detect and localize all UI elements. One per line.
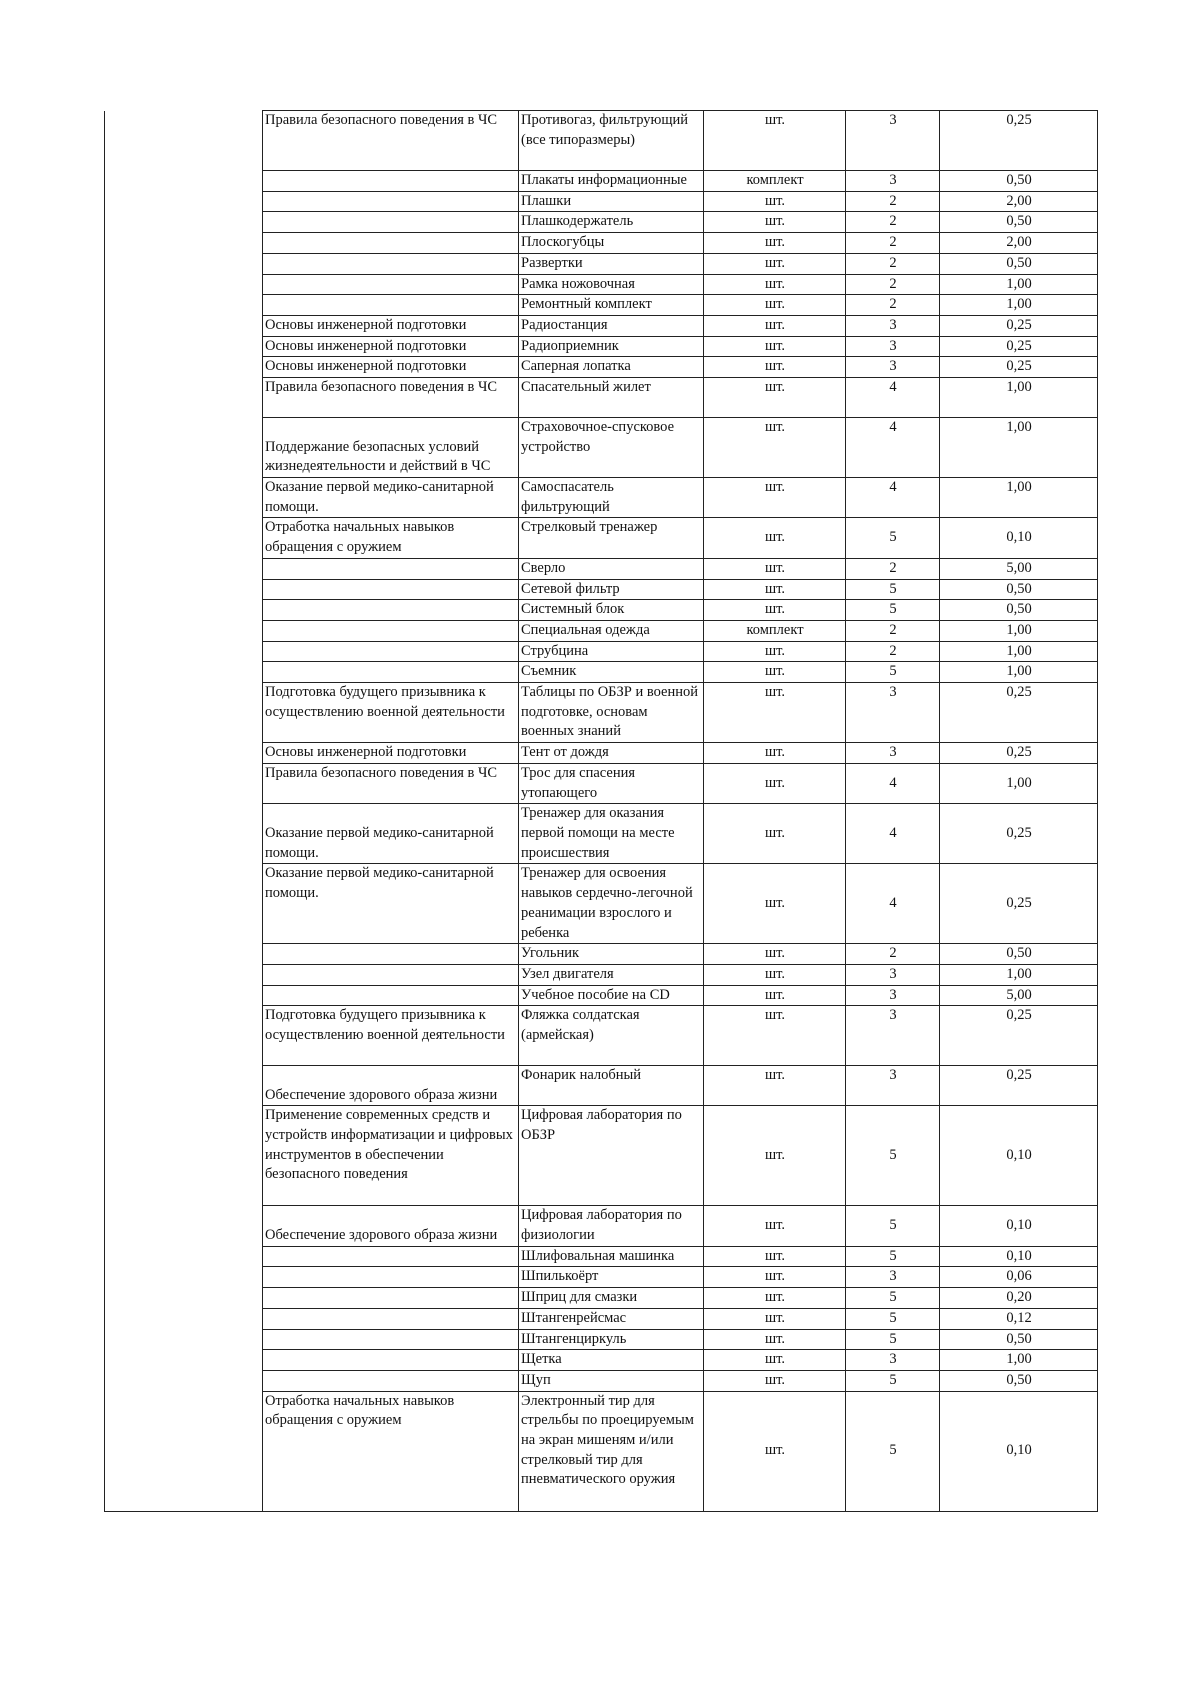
unit-cell: шт. [704, 558, 846, 579]
level-cell: 2 [846, 558, 940, 579]
unit-cell: шт. [704, 191, 846, 212]
topic-cell [263, 985, 519, 1006]
table-row [105, 964, 1098, 985]
item-cell: Рамка ножовочная [519, 274, 704, 295]
topic-cell [263, 579, 519, 600]
item-cell: Радиоприемник [519, 336, 704, 357]
coef-cell: 1,00 [940, 964, 1098, 985]
topic-cell: Подготовка будущего призывника к осуществлению военной деятельности [263, 683, 519, 743]
coef-cell: 0,10 [940, 1391, 1098, 1511]
level-cell: 5 [846, 1329, 940, 1350]
coef-cell: 0,25 [940, 864, 1098, 944]
section-cell [105, 378, 263, 418]
topic-cell [263, 274, 519, 295]
topic-cell [263, 558, 519, 579]
unit-cell: шт. [704, 985, 846, 1006]
topic-cell [263, 1267, 519, 1288]
section-cell [105, 1308, 263, 1329]
topic-cell: Поддержание безопасных условий жизнедеятельности и действий в ЧС [263, 418, 519, 478]
table-row [105, 378, 1098, 418]
item-cell: Щуп [519, 1370, 704, 1391]
section-cell [105, 336, 263, 357]
section-cell [105, 864, 263, 944]
unit-cell: шт. [704, 295, 846, 316]
table-row [105, 620, 1098, 641]
table-row [105, 1350, 1098, 1371]
item-cell: Плоскогубцы [519, 233, 704, 254]
table-row [105, 253, 1098, 274]
unit-cell: комплект [704, 171, 846, 192]
section-cell [105, 1267, 263, 1288]
unit-cell: шт. [704, 1370, 846, 1391]
topic-cell [263, 1329, 519, 1350]
level-cell: 2 [846, 274, 940, 295]
item-cell: Развертки [519, 253, 704, 274]
topic-cell [263, 600, 519, 621]
coef-cell: 1,00 [940, 378, 1098, 418]
item-cell: Штангенрейсмас [519, 1308, 704, 1329]
table-row [105, 357, 1098, 378]
item-cell: Цифровая лаборатория по физиологии [519, 1206, 704, 1246]
coef-cell: 0,50 [940, 171, 1098, 192]
table-row [105, 804, 1098, 864]
table-row [105, 944, 1098, 965]
table-row [105, 171, 1098, 192]
topic-cell [263, 295, 519, 316]
section-cell [105, 1106, 263, 1206]
item-cell: Системный блок [519, 600, 704, 621]
item-cell: Страховочное-спусковое устройство [519, 418, 704, 478]
coef-cell: 0,25 [940, 1066, 1098, 1106]
level-cell: 3 [846, 1350, 940, 1371]
item-cell: Саперная лопатка [519, 357, 704, 378]
section-cell [105, 295, 263, 316]
unit-cell: шт. [704, 1106, 846, 1206]
section-cell [105, 1370, 263, 1391]
level-cell: 5 [846, 1246, 940, 1267]
section-cell [105, 1391, 263, 1511]
item-cell: Тренажер для оказания первой помощи на месте происшествия [519, 804, 704, 864]
level-cell: 3 [846, 743, 940, 764]
unit-cell: шт. [704, 1391, 846, 1511]
section-cell [105, 985, 263, 1006]
coef-cell: 1,00 [940, 274, 1098, 295]
coef-cell: 1,00 [940, 295, 1098, 316]
table-row [105, 1106, 1098, 1206]
item-cell: Шлифовальная машинка [519, 1246, 704, 1267]
coef-cell: 1,00 [940, 662, 1098, 683]
unit-cell: шт. [704, 743, 846, 764]
level-cell: 5 [846, 1206, 940, 1246]
level-cell: 2 [846, 641, 940, 662]
section-cell [105, 478, 263, 518]
coef-cell: 0,25 [940, 743, 1098, 764]
table-row [105, 478, 1098, 518]
table-row [105, 579, 1098, 600]
section-cell [105, 641, 263, 662]
table-row [105, 600, 1098, 621]
section-cell [105, 518, 263, 558]
section-cell [105, 683, 263, 743]
table-row [105, 274, 1098, 295]
coef-cell: 0,50 [940, 1329, 1098, 1350]
topic-cell [263, 191, 519, 212]
item-cell: Фонарик налобный [519, 1066, 704, 1106]
unit-cell: шт. [704, 864, 846, 944]
coef-cell: 0,10 [940, 518, 1098, 558]
unit-cell: шт. [704, 1006, 846, 1066]
unit-cell: шт. [704, 1206, 846, 1246]
level-cell: 3 [846, 985, 940, 1006]
table-row [105, 1329, 1098, 1350]
coef-cell: 0,06 [940, 1267, 1098, 1288]
item-cell: Угольник [519, 944, 704, 965]
unit-cell: шт. [704, 111, 846, 171]
level-cell: 4 [846, 378, 940, 418]
topic-cell: Оказание первой медико-санитарной помощи. [263, 804, 519, 864]
coef-cell: 0,10 [940, 1106, 1098, 1206]
level-cell: 3 [846, 1006, 940, 1066]
item-cell: Фляжка солдатская (армейская) [519, 1006, 704, 1066]
level-cell: 3 [846, 336, 940, 357]
topic-cell [263, 944, 519, 965]
section-cell [105, 964, 263, 985]
table-row [105, 1288, 1098, 1309]
coef-cell: 0,10 [940, 1206, 1098, 1246]
table-row [105, 295, 1098, 316]
unit-cell: шт. [704, 579, 846, 600]
section-cell [105, 1006, 263, 1066]
coef-cell: 2,00 [940, 191, 1098, 212]
section-cell [105, 1206, 263, 1246]
topic-cell: Основы инженерной подготовки [263, 743, 519, 764]
level-cell: 3 [846, 357, 940, 378]
coef-cell: 0,25 [940, 357, 1098, 378]
unit-cell: шт. [704, 418, 846, 478]
item-cell: Таблицы по ОБЗР и военной подготовке, основам военных знаний [519, 683, 704, 743]
unit-cell: шт. [704, 378, 846, 418]
coef-cell: 0,25 [940, 315, 1098, 336]
table-row [105, 1391, 1098, 1511]
table-row [105, 315, 1098, 336]
item-cell: Сверло [519, 558, 704, 579]
topic-cell: Оказание первой медико-санитарной помощи. [263, 478, 519, 518]
coef-cell: 5,00 [940, 985, 1098, 1006]
topic-cell [263, 1350, 519, 1371]
level-cell: 5 [846, 579, 940, 600]
unit-cell: шт. [704, 253, 846, 274]
unit-cell: шт. [704, 1308, 846, 1329]
section-cell [105, 600, 263, 621]
item-cell: Струбцина [519, 641, 704, 662]
topic-cell: Основы инженерной подготовки [263, 336, 519, 357]
topic-cell [263, 1288, 519, 1309]
level-cell: 2 [846, 253, 940, 274]
level-cell: 2 [846, 620, 940, 641]
unit-cell: шт. [704, 233, 846, 254]
level-cell: 4 [846, 864, 940, 944]
item-cell: Цифровая лаборатория по ОБЗР [519, 1106, 704, 1206]
section-cell [105, 233, 263, 254]
level-cell: 4 [846, 478, 940, 518]
unit-cell: шт. [704, 641, 846, 662]
item-cell: Тент от дождя [519, 743, 704, 764]
level-cell: 5 [846, 1106, 940, 1206]
item-cell: Учебное пособие на CD [519, 985, 704, 1006]
section-cell [105, 763, 263, 803]
item-cell: Съемник [519, 662, 704, 683]
item-cell: Тренажер для освоения навыков сердечно-легочной реанимации взрослого и ребенка [519, 864, 704, 944]
coef-cell: 0,50 [940, 212, 1098, 233]
topic-cell: Правила безопасного поведения в ЧС [263, 763, 519, 803]
coef-cell: 2,00 [940, 233, 1098, 254]
level-cell: 5 [846, 1391, 940, 1511]
unit-cell: шт. [704, 1329, 846, 1350]
level-cell: 3 [846, 964, 940, 985]
topic-cell [263, 1308, 519, 1329]
level-cell: 4 [846, 418, 940, 478]
unit-cell: шт. [704, 1350, 846, 1371]
unit-cell: комплект [704, 620, 846, 641]
table-row [105, 1370, 1098, 1391]
coef-cell: 0,25 [940, 336, 1098, 357]
section-cell [105, 418, 263, 478]
section-cell [105, 1066, 263, 1106]
topic-cell: Правила безопасного поведения в ЧС [263, 111, 519, 171]
coef-cell: 0,50 [940, 600, 1098, 621]
topic-cell [263, 620, 519, 641]
section-cell [105, 579, 263, 600]
level-cell: 4 [846, 763, 940, 803]
table-row [105, 191, 1098, 212]
table-row [105, 418, 1098, 478]
table-row [105, 1267, 1098, 1288]
topic-cell: Отработка начальных навыков обращения с оружием [263, 518, 519, 558]
coef-cell: 0,50 [940, 579, 1098, 600]
unit-cell: шт. [704, 478, 846, 518]
level-cell: 2 [846, 944, 940, 965]
section-cell [105, 804, 263, 864]
unit-cell: шт. [704, 1246, 846, 1267]
topic-cell: Применение современных средств и устройств информатизации и цифровых инструментов в обеспечении безопасного поведения [263, 1106, 519, 1206]
coef-cell: 0,25 [940, 111, 1098, 171]
level-cell: 5 [846, 518, 940, 558]
table-row [105, 1206, 1098, 1246]
level-cell: 5 [846, 1288, 940, 1309]
level-cell: 3 [846, 683, 940, 743]
level-cell: 2 [846, 233, 940, 254]
item-cell: Электронный тир для стрельбы по проецируемым на экран мишеням и/или стрелковый тир для пневматического оружия [519, 1391, 704, 1511]
unit-cell: шт. [704, 600, 846, 621]
item-cell: Спасательный жилет [519, 378, 704, 418]
table-row [105, 518, 1098, 558]
item-cell: Сетевой фильтр [519, 579, 704, 600]
coef-cell: 1,00 [940, 478, 1098, 518]
section-cell [105, 1350, 263, 1371]
table-row [105, 662, 1098, 683]
table-row [105, 763, 1098, 803]
item-cell: Противогаз, фильтрующий (все типоразмеры) [519, 111, 704, 171]
section-cell [105, 662, 263, 683]
level-cell: 2 [846, 212, 940, 233]
section-cell [105, 274, 263, 295]
level-cell: 2 [846, 295, 940, 316]
section-cell [105, 253, 263, 274]
unit-cell: шт. [704, 518, 846, 558]
topic-cell [263, 253, 519, 274]
unit-cell: шт. [704, 944, 846, 965]
topic-cell [263, 212, 519, 233]
item-cell: Плашки [519, 191, 704, 212]
coef-cell: 0,50 [940, 253, 1098, 274]
unit-cell: шт. [704, 763, 846, 803]
item-cell: Плашкодержатель [519, 212, 704, 233]
table-row [105, 641, 1098, 662]
unit-cell: шт. [704, 964, 846, 985]
level-cell: 5 [846, 1370, 940, 1391]
topic-cell [263, 1370, 519, 1391]
section-cell [105, 357, 263, 378]
topic-cell [263, 641, 519, 662]
unit-cell: шт. [704, 804, 846, 864]
table-row [105, 1006, 1098, 1066]
topic-cell: Основы инженерной подготовки [263, 357, 519, 378]
unit-cell: шт. [704, 357, 846, 378]
topic-cell: Обеспечение здорового образа жизни [263, 1066, 519, 1106]
topic-cell: Подготовка будущего призывника к осуществлению военной деятельности [263, 1006, 519, 1066]
level-cell: 3 [846, 1066, 940, 1106]
unit-cell: шт. [704, 1066, 846, 1106]
item-cell: Щетка [519, 1350, 704, 1371]
section-cell [105, 212, 263, 233]
coef-cell: 1,00 [940, 763, 1098, 803]
section-cell [105, 620, 263, 641]
coef-cell: 0,50 [940, 944, 1098, 965]
topic-cell: Обеспечение здорового образа жизни [263, 1206, 519, 1246]
coef-cell: 0,25 [940, 1006, 1098, 1066]
level-cell: 2 [846, 191, 940, 212]
item-cell: Узел двигателя [519, 964, 704, 985]
item-cell: Радиостанция [519, 315, 704, 336]
table-row [105, 558, 1098, 579]
coef-cell: 0,50 [940, 1370, 1098, 1391]
coef-cell: 1,00 [940, 1350, 1098, 1371]
item-cell: Стрелковый тренажер [519, 518, 704, 558]
equipment-table [104, 110, 1098, 1512]
unit-cell: шт. [704, 1267, 846, 1288]
item-cell: Специальная одежда [519, 620, 704, 641]
unit-cell: шт. [704, 1288, 846, 1309]
unit-cell: шт. [704, 315, 846, 336]
coef-cell: 5,00 [940, 558, 1098, 579]
item-cell: Шпилькоёрт [519, 1267, 704, 1288]
topic-cell: Отработка начальных навыков обращения с оружием [263, 1391, 519, 1511]
table-row [105, 212, 1098, 233]
table-row [105, 336, 1098, 357]
section-cell [105, 315, 263, 336]
level-cell: 3 [846, 315, 940, 336]
level-cell: 5 [846, 600, 940, 621]
coef-cell: 0,25 [940, 804, 1098, 864]
section-cell [105, 111, 263, 171]
item-cell: Шприц для смазки [519, 1288, 704, 1309]
topic-cell [263, 171, 519, 192]
section-cell [105, 191, 263, 212]
topic-cell: Оказание первой медико-санитарной помощи. [263, 864, 519, 944]
topic-cell [263, 1246, 519, 1267]
table-row [105, 1308, 1098, 1329]
unit-cell: шт. [704, 336, 846, 357]
section-cell [105, 171, 263, 192]
table-row [105, 233, 1098, 254]
table-row [105, 864, 1098, 944]
table-row [105, 985, 1098, 1006]
level-cell: 3 [846, 171, 940, 192]
section-cell [105, 1288, 263, 1309]
item-cell: Ремонтный комплект [519, 295, 704, 316]
level-cell: 3 [846, 111, 940, 171]
coef-cell: 1,00 [940, 620, 1098, 641]
section-cell [105, 558, 263, 579]
item-cell: Самоспасатель фильтрующий [519, 478, 704, 518]
table-row [105, 1246, 1098, 1267]
coef-cell: 0,12 [940, 1308, 1098, 1329]
section-cell [105, 743, 263, 764]
coef-cell: 0,10 [940, 1246, 1098, 1267]
level-cell: 5 [846, 662, 940, 683]
table-row [105, 683, 1098, 743]
item-cell: Штангенциркуль [519, 1329, 704, 1350]
unit-cell: шт. [704, 683, 846, 743]
section-cell [105, 944, 263, 965]
level-cell: 4 [846, 804, 940, 864]
section-cell [105, 1246, 263, 1267]
level-cell: 3 [846, 1267, 940, 1288]
topic-cell: Основы инженерной подготовки [263, 315, 519, 336]
coef-cell: 1,00 [940, 641, 1098, 662]
item-cell: Трос для спасения утопающего [519, 763, 704, 803]
coef-cell: 0,20 [940, 1288, 1098, 1309]
item-cell: Плакаты информационные [519, 171, 704, 192]
unit-cell: шт. [704, 274, 846, 295]
unit-cell: шт. [704, 212, 846, 233]
coef-cell: 1,00 [940, 418, 1098, 478]
unit-cell: шт. [704, 662, 846, 683]
topic-cell [263, 662, 519, 683]
topic-cell: Правила безопасного поведения в ЧС [263, 378, 519, 418]
section-cell [105, 1329, 263, 1350]
table-row [105, 111, 1098, 171]
table-row [105, 1066, 1098, 1106]
table-row [105, 743, 1098, 764]
level-cell: 5 [846, 1308, 940, 1329]
topic-cell [263, 233, 519, 254]
topic-cell [263, 964, 519, 985]
coef-cell: 0,25 [940, 683, 1098, 743]
